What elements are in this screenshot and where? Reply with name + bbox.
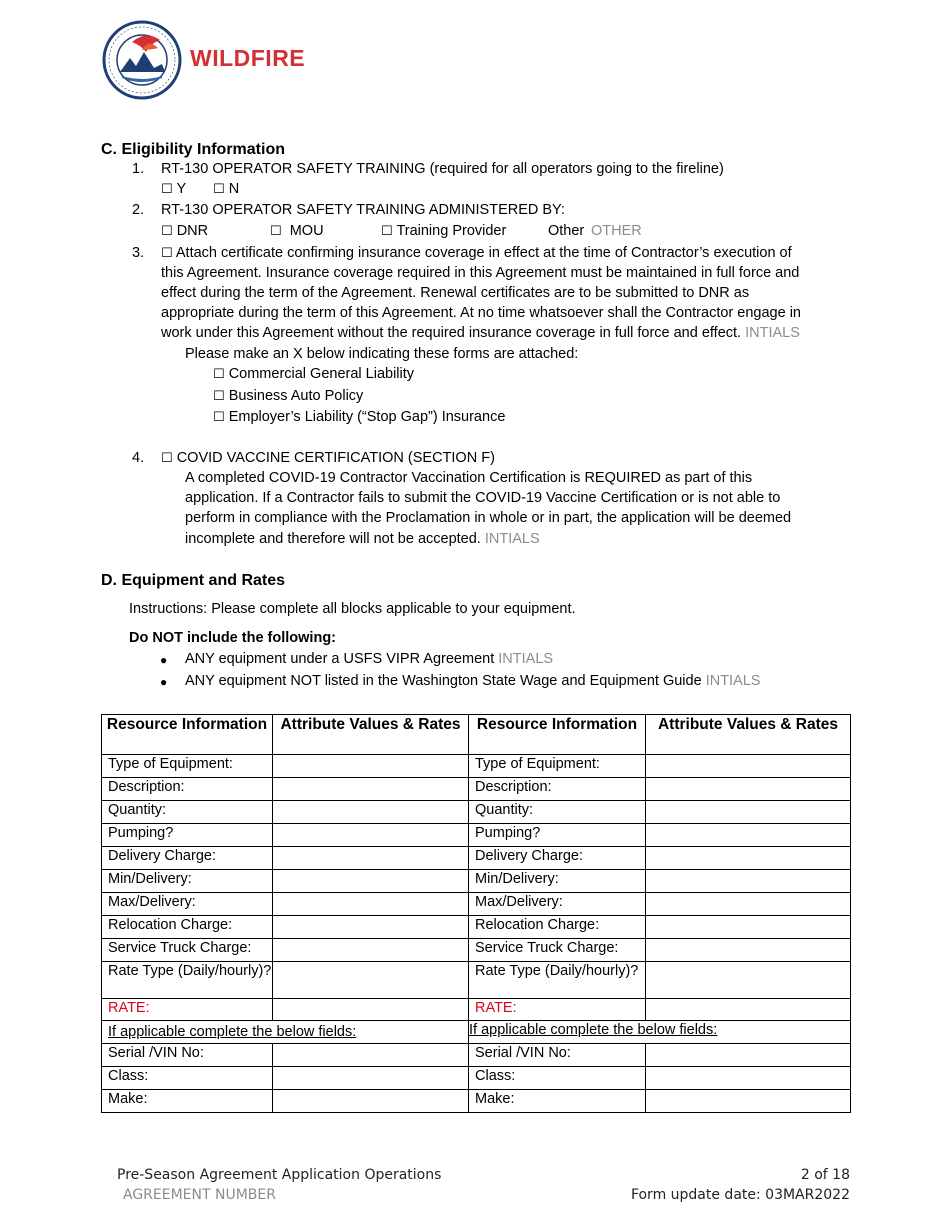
item2-option-training-provider[interactable]: ☐ Training Provider [381,223,507,239]
item3-instruction: Please make an X below indicating these forms are attached: [185,346,579,362]
value-cell[interactable] [646,1067,851,1090]
rate-label: RATE: [469,999,646,1021]
header-attribute-values: Attribute Values & Rates [273,715,469,755]
value-cell[interactable] [273,1090,469,1113]
item3-line1: ☐ Attach certificate confirming insurance coverage in effect at the time of Contractor’s execution of [161,245,792,261]
value-cell[interactable] [646,916,851,939]
item1-text: RT-130 OPERATOR SAFETY TRAINING (required for all operators going to the fireline) [161,161,724,177]
checkbox-icon[interactable]: ☐ [381,224,393,239]
table-row: Service Truck Charge: Service Truck Charge: [102,939,851,962]
table-row: Min/Delivery: Min/Delivery: [102,870,851,893]
value-cell[interactable] [273,801,469,824]
value-cell[interactable] [273,916,469,939]
item2-option-dnr[interactable]: ☐ DNR [161,223,209,239]
item1-option-y[interactable]: ☐ Y [161,181,187,197]
item3-line2: this Agreement. Insurance coverage required in this Agreement must be maintained in full force and [161,265,800,281]
section-c-heading: C. Eligibility Information [101,141,285,158]
wildfire-wordmark: WILDFIRE [190,45,306,71]
item4-line3: perform in compliance with the Proclamation in whole or in part, the application will be deemed [185,510,792,526]
table-row: Delivery Charge: Delivery Charge: [102,847,851,870]
checkbox-icon[interactable]: ☐ [213,389,225,404]
item2-other-field[interactable]: OTHER [591,223,642,239]
value-cell[interactable] [273,778,469,801]
item2-text: RT-130 OPERATOR SAFETY TRAINING ADMINISTERED BY: [161,202,565,218]
item3-form-commercial[interactable]: ☐ Commercial General Liability [213,366,415,382]
value-cell[interactable] [646,1044,851,1067]
equipment-rates-table [101,714,851,1113]
item2-option-mou[interactable]: ☐ MOU [270,223,324,239]
footer-title: Pre-Season Agreement Application Operations [117,1167,442,1183]
item4-line1: A completed COVID-19 Contractor Vaccination Certification is REQUIRED as part of this [185,470,753,486]
checkbox-icon[interactable]: ☐ [161,451,173,466]
value-cell[interactable] [273,962,469,999]
item4-title: ☐ COVID VACCINE CERTIFICATION (SECTION F) [161,450,495,466]
table-row: Relocation Charge: Relocation Charge: [102,916,851,939]
footer-page-number: 2 of 18 [800,1167,850,1183]
rate-label: RATE: [102,999,273,1021]
value-cell[interactable] [273,870,469,893]
value-cell[interactable] [646,893,851,916]
table-row: Serial /VIN No: Serial /VIN No: [102,1044,851,1067]
dnr-seal-icon [102,20,184,100]
header-resource-info: Resource Information [469,715,646,755]
item4-line2: application. If a Contractor fails to submit the COVID-19 Vaccine Certification or is not able to [185,490,781,506]
item3-initials-field[interactable]: INTIALS [745,325,800,341]
checkbox-icon[interactable]: ☐ [270,224,282,239]
footer-update-date: Form update date: 03MAR2022 [630,1187,850,1203]
item4-line4: incomplete and therefore will not be accepted. INTIALS [185,531,540,547]
bullet-wage-guide-initials-field[interactable]: INTIALS [705,673,761,689]
footer-agreement-number-field[interactable]: AGREEMENT NUMBER [123,1187,276,1203]
item1-option-n[interactable]: ☐ N [213,181,240,197]
section-d-heading: D. Equipment and Rates [101,572,286,589]
table-row [102,962,851,999]
applicable-note: If applicable complete the below fields: [108,1024,357,1040]
value-cell[interactable] [646,870,851,893]
value-cell[interactable] [273,893,469,916]
checkbox-icon[interactable]: ☐ [161,246,173,261]
table-row: Max/Delivery: Max/Delivery: [102,893,851,916]
value-cell[interactable] [646,778,851,801]
item3-line4: appropriate during the term of this Agreement. At no time whatsoever shall the Contractor engage in [161,305,801,321]
table-row: Quantity: Quantity: [102,801,851,824]
checkbox-icon[interactable]: ☐ [213,367,225,382]
item3-form-employer[interactable]: ☐ Employer’s Liability (“Stop Gap”) Insurance [213,409,506,425]
bullet-icon: ● [160,675,168,689]
table-row: Make: Make: [102,1090,851,1113]
applicable-note: If applicable complete the below fields: [469,1022,718,1038]
value-cell[interactable] [646,801,851,824]
item1-number: 1. [132,161,145,177]
section-d-instructions: Instructions: Please complete all blocks applicable to your equipment. [129,601,576,617]
item4-number: 4. [132,450,145,466]
table-header-row [102,715,851,755]
value-cell[interactable] [273,755,469,778]
table-row [102,999,851,1021]
checkbox-icon[interactable]: ☐ [161,182,173,197]
item3-line5: work under this Agreement without the required insurance coverage in full force and effect. INTIALS [161,325,800,341]
value-cell[interactable] [646,847,851,870]
rate-type-label: Rate Type (Daily/hourly)? [469,962,646,999]
bullet-icon: ● [160,653,168,667]
value-cell[interactable] [273,824,469,847]
value-cell[interactable] [273,1067,469,1090]
do-not-include-heading: Do NOT include the following: [129,630,337,646]
value-cell[interactable] [646,999,851,1021]
table-row: Description: Description: [102,778,851,801]
checkbox-icon[interactable]: ☐ [213,410,225,425]
checkbox-icon[interactable]: ☐ [213,182,225,197]
bullet-vipr: ANY equipment under a USFS VIPR Agreement INTIALS [185,651,554,667]
value-cell[interactable] [646,824,851,847]
table-row: Pumping? Pumping? [102,824,851,847]
table-row [102,1021,851,1044]
value-cell[interactable] [273,1044,469,1067]
item3-form-auto[interactable]: ☐ Business Auto Policy [213,388,364,404]
value-cell[interactable] [646,1090,851,1113]
bullet-wage-guide: ANY equipment NOT listed in the Washington State Wage and Equipment Guide INTIALS [185,673,761,689]
value-cell[interactable] [646,962,851,999]
checkbox-icon[interactable]: ☐ [161,224,173,239]
rate-type-label: Rate Type (Daily/hourly)? [102,962,273,999]
value-cell[interactable] [646,939,851,962]
item3-number: 3. [132,245,145,261]
value-cell[interactable] [273,999,469,1021]
header-attribute-values: Attribute Values & Rates [646,715,851,755]
item3-line3: effect during the term of the Agreement. Renewal certificates are to be submitted to DNR as [161,285,750,301]
item2-other-label: Other [548,223,585,239]
value-cell[interactable] [646,755,851,778]
item4-initials-field[interactable]: INTIALS [484,531,540,547]
table-row: Type of Equipment: Type of Equipment: [102,755,851,778]
item2-number: 2. [132,202,145,218]
header-resource-info: Resource Information [102,715,273,755]
value-cell[interactable] [273,939,469,962]
value-cell[interactable] [273,847,469,870]
table-row: Class: Class: [102,1067,851,1090]
bullet-vipr-initials-field[interactable]: INTIALS [498,651,554,667]
